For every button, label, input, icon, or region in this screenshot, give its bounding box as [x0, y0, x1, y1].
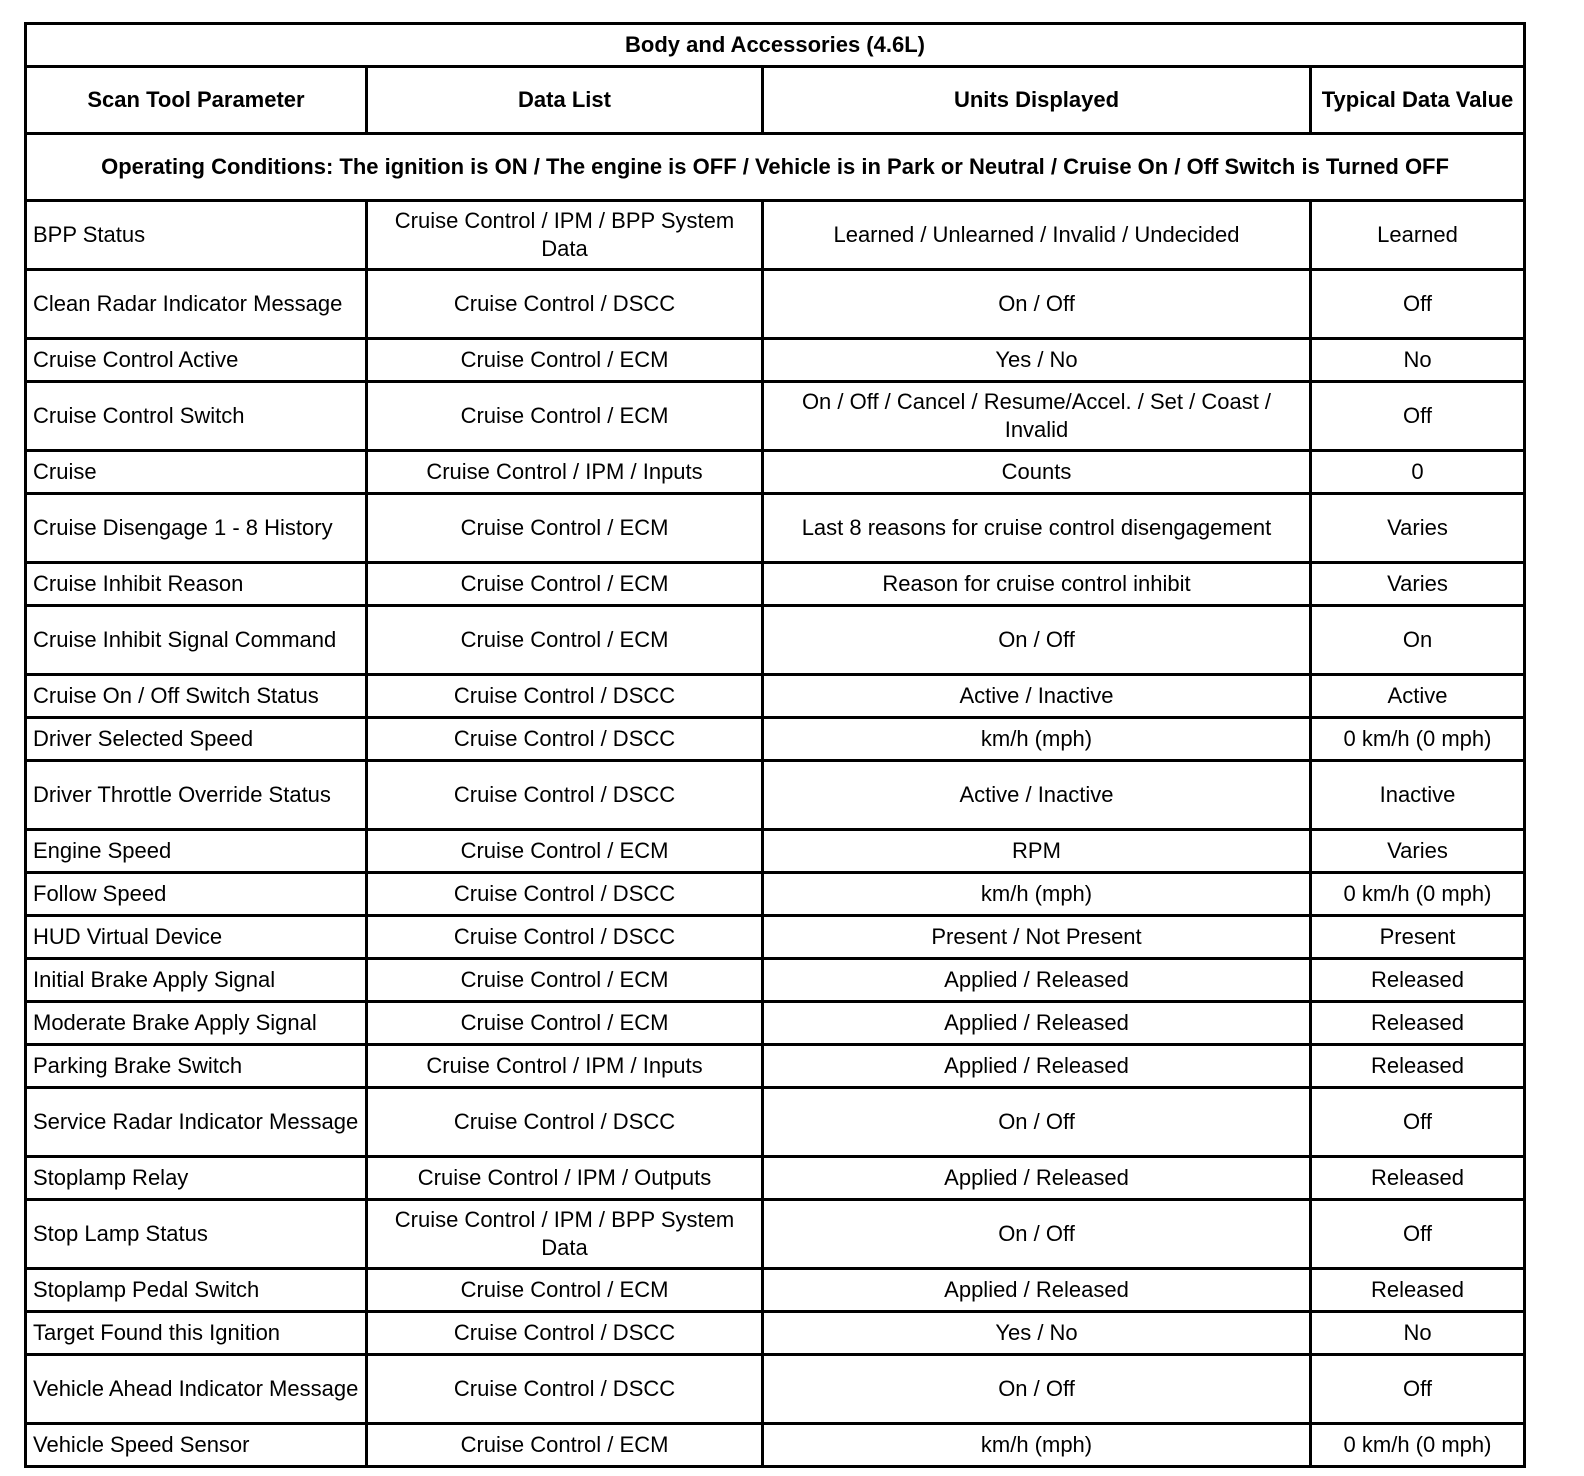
table-row: [26, 761, 1525, 830]
units-cell: Applied / Released: [763, 959, 1311, 1002]
param-cell: Moderate Brake Apply Signal: [26, 1002, 367, 1045]
typical-value-cell: Released: [1311, 959, 1525, 1002]
units-cell: On / Off: [763, 1088, 1311, 1157]
table-row: [26, 830, 1525, 873]
units-cell: RPM: [763, 830, 1311, 873]
typical-value-cell: 0 km/h (0 mph): [1311, 873, 1525, 916]
table-row: [26, 1200, 1525, 1269]
table-row: [26, 1355, 1525, 1424]
data-list-cell: Cruise Control / DSCC: [367, 1312, 763, 1355]
data-list-cell: Cruise Control / DSCC: [367, 873, 763, 916]
data-list-cell: Cruise Control / ECM: [367, 382, 763, 451]
units-cell: Active / Inactive: [763, 761, 1311, 830]
data-list-cell: Cruise Control / ECM: [367, 1269, 763, 1312]
table-row: [26, 675, 1525, 718]
table-row: [26, 959, 1525, 1002]
param-cell: BPP Status: [26, 201, 367, 270]
typical-value-cell: Off: [1311, 270, 1525, 339]
typical-value-cell: Varies: [1311, 830, 1525, 873]
data-list-cell: Cruise Control / ECM: [367, 339, 763, 382]
data-list-cell: Cruise Control / IPM / BPP System Data: [367, 1200, 763, 1269]
table-row: [26, 1045, 1525, 1088]
units-cell: Reason for cruise control inhibit: [763, 563, 1311, 606]
units-cell: Learned / Unlearned / Invalid / Undecided: [763, 201, 1311, 270]
units-cell: On / Off: [763, 1200, 1311, 1269]
table-row: [26, 916, 1525, 959]
column-header: Typical Data Value: [1311, 67, 1525, 134]
param-cell: Vehicle Ahead Indicator Message: [26, 1355, 367, 1424]
units-cell: Applied / Released: [763, 1269, 1311, 1312]
table-row: [26, 1424, 1525, 1467]
param-cell: HUD Virtual Device: [26, 916, 367, 959]
units-cell: km/h (mph): [763, 718, 1311, 761]
typical-value-cell: No: [1311, 1312, 1525, 1355]
units-cell: km/h (mph): [763, 873, 1311, 916]
param-cell: Cruise Inhibit Reason: [26, 563, 367, 606]
typical-value-cell: Released: [1311, 1157, 1525, 1200]
table-row: [26, 873, 1525, 916]
data-list-cell: Cruise Control / IPM / Inputs: [367, 451, 763, 494]
column-header: Scan Tool Parameter: [26, 67, 367, 134]
param-cell: Cruise Control Active: [26, 339, 367, 382]
typical-value-cell: On: [1311, 606, 1525, 675]
param-cell: Follow Speed: [26, 873, 367, 916]
table-row: [26, 451, 1525, 494]
units-cell: On / Off: [763, 606, 1311, 675]
units-cell: Yes / No: [763, 339, 1311, 382]
data-list-cell: Cruise Control / ECM: [367, 494, 763, 563]
typical-value-cell: 0 km/h (0 mph): [1311, 718, 1525, 761]
param-cell: Stoplamp Relay: [26, 1157, 367, 1200]
param-cell: Initial Brake Apply Signal: [26, 959, 367, 1002]
data-list-cell: Cruise Control / IPM / Outputs: [367, 1157, 763, 1200]
table-row: [26, 1088, 1525, 1157]
param-cell: Cruise Control Switch: [26, 382, 367, 451]
data-list-cell: Cruise Control / DSCC: [367, 1355, 763, 1424]
units-cell: Last 8 reasons for cruise control disengagement: [763, 494, 1311, 563]
data-list-cell: Cruise Control / IPM / Inputs: [367, 1045, 763, 1088]
data-list-cell: Cruise Control / ECM: [367, 1424, 763, 1467]
units-cell: On / Off / Cancel / Resume/Accel. / Set / Coast / Invalid: [763, 382, 1311, 451]
param-cell: Driver Throttle Override Status: [26, 761, 367, 830]
table-row: [26, 494, 1525, 563]
data-list-cell: Cruise Control / ECM: [367, 1002, 763, 1045]
param-cell: Engine Speed: [26, 830, 367, 873]
table-row: [26, 339, 1525, 382]
typical-value-cell: Released: [1311, 1269, 1525, 1312]
typical-value-cell: Released: [1311, 1002, 1525, 1045]
param-cell: Clean Radar Indicator Message: [26, 270, 367, 339]
units-cell: Applied / Released: [763, 1045, 1311, 1088]
table-row: [26, 382, 1525, 451]
data-list-cell: Cruise Control / DSCC: [367, 916, 763, 959]
param-cell: Target Found this Ignition: [26, 1312, 367, 1355]
param-cell: Parking Brake Switch: [26, 1045, 367, 1088]
data-list-cell: Cruise Control / DSCC: [367, 270, 763, 339]
units-cell: km/h (mph): [763, 1424, 1311, 1467]
typical-value-cell: 0: [1311, 451, 1525, 494]
param-cell: Driver Selected Speed: [26, 718, 367, 761]
param-cell: Cruise: [26, 451, 367, 494]
typical-value-cell: 0 km/h (0 mph): [1311, 1424, 1525, 1467]
param-cell: Cruise Inhibit Signal Command: [26, 606, 367, 675]
table-row: [26, 1157, 1525, 1200]
param-cell: Cruise On / Off Switch Status: [26, 675, 367, 718]
table-row: [26, 718, 1525, 761]
param-cell: Stop Lamp Status: [26, 1200, 367, 1269]
data-list-cell: Cruise Control / DSCC: [367, 675, 763, 718]
data-list-cell: Cruise Control / IPM / BPP System Data: [367, 201, 763, 270]
param-cell: Stoplamp Pedal Switch: [26, 1269, 367, 1312]
units-cell: On / Off: [763, 1355, 1311, 1424]
param-cell: Service Radar Indicator Message: [26, 1088, 367, 1157]
param-cell: Vehicle Speed Sensor: [26, 1424, 367, 1467]
typical-value-cell: Off: [1311, 382, 1525, 451]
column-header: Units Displayed: [763, 67, 1311, 134]
typical-value-cell: Present: [1311, 916, 1525, 959]
units-cell: Counts: [763, 451, 1311, 494]
typical-value-cell: Released: [1311, 1045, 1525, 1088]
table-row: [26, 1002, 1525, 1045]
units-cell: Active / Inactive: [763, 675, 1311, 718]
data-list-cell: Cruise Control / ECM: [367, 606, 763, 675]
units-cell: Applied / Released: [763, 1157, 1311, 1200]
typical-value-cell: Off: [1311, 1088, 1525, 1157]
typical-value-cell: Varies: [1311, 563, 1525, 606]
table-row: [26, 201, 1525, 270]
typical-value-cell: Off: [1311, 1355, 1525, 1424]
table-row: [26, 1312, 1525, 1355]
table-title: Body and Accessories (4.6L): [26, 24, 1525, 67]
units-cell: Applied / Released: [763, 1002, 1311, 1045]
data-list-cell: Cruise Control / ECM: [367, 959, 763, 1002]
data-list-cell: Cruise Control / DSCC: [367, 1088, 763, 1157]
typical-value-cell: Active: [1311, 675, 1525, 718]
units-cell: Yes / No: [763, 1312, 1311, 1355]
units-cell: On / Off: [763, 270, 1311, 339]
data-list-cell: Cruise Control / ECM: [367, 563, 763, 606]
param-cell: Cruise Disengage 1 - 8 History: [26, 494, 367, 563]
typical-value-cell: Inactive: [1311, 761, 1525, 830]
typical-value-cell: No: [1311, 339, 1525, 382]
typical-value-cell: Learned: [1311, 201, 1525, 270]
operating-conditions: Operating Conditions: The ignition is ON / The engine is OFF / Vehicle is in Park or Neutral / Cruise On / Off Switch is Turned OFF: [26, 134, 1525, 201]
table-row: [26, 563, 1525, 606]
data-list-cell: Cruise Control / DSCC: [367, 718, 763, 761]
table-row: [26, 1269, 1525, 1312]
column-header: Data List: [367, 67, 763, 134]
table-row: [26, 606, 1525, 675]
data-list-cell: Cruise Control / DSCC: [367, 761, 763, 830]
table-row: [26, 270, 1525, 339]
units-cell: Present / Not Present: [763, 916, 1311, 959]
typical-value-cell: Varies: [1311, 494, 1525, 563]
data-table: [24, 22, 1526, 1468]
table-body: [26, 201, 1525, 1467]
typical-value-cell: Off: [1311, 1200, 1525, 1269]
data-list-cell: Cruise Control / ECM: [367, 830, 763, 873]
